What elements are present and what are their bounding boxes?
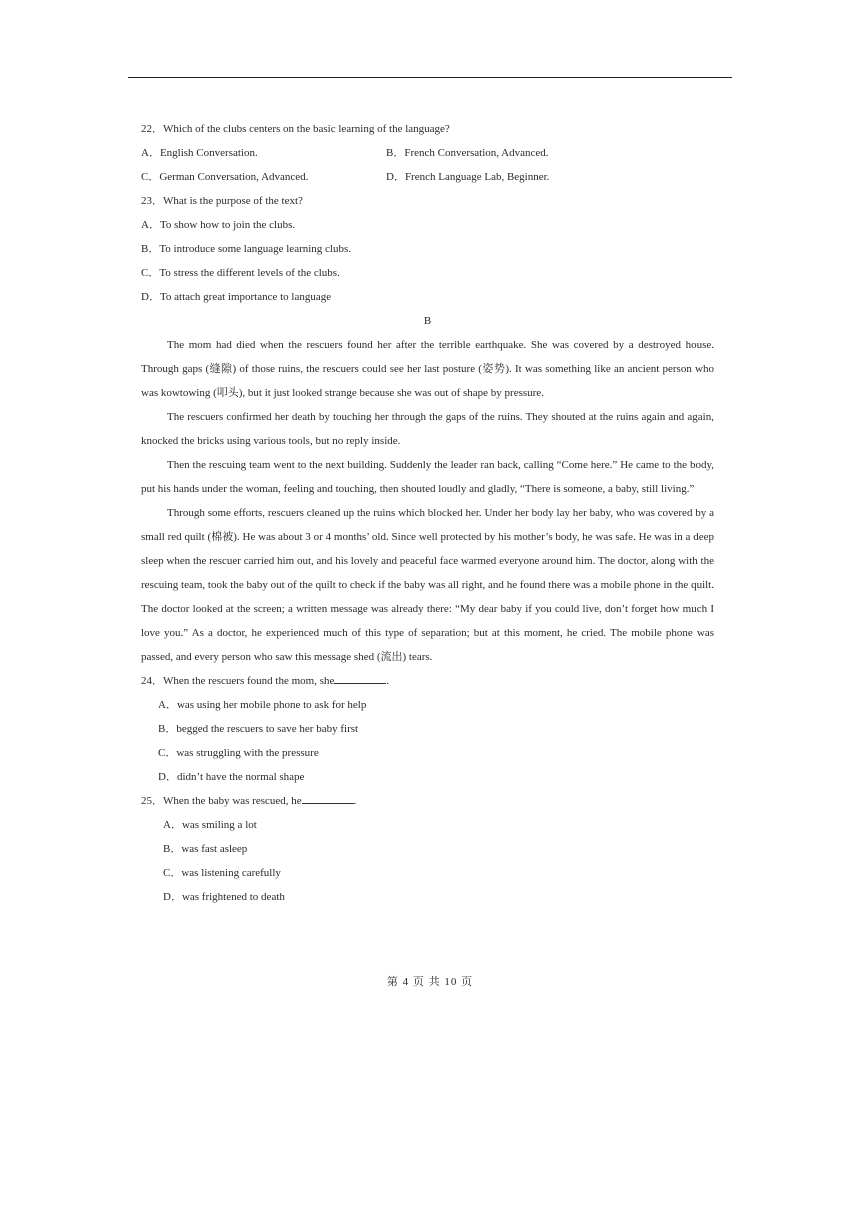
question-22-options-row-1	[141, 141, 714, 165]
question-23-stem: 23．What is the purpose of the text?	[141, 195, 303, 207]
question-25-option-c: C．was listening carefully	[163, 867, 281, 879]
question-23-option-c: C．To stress the different levels of the clubs.	[141, 267, 340, 279]
question-22-option-a: A．English Conversation.	[141, 147, 258, 159]
section-b-heading: B	[423, 315, 432, 327]
question-22-option-d: D．French Language Lab, Beginner.	[386, 171, 550, 183]
question-22-options-row-2	[141, 165, 714, 189]
question-24-stem: 24．When the rescuers found the mom, she	[141, 675, 335, 687]
question-24-option-a: A．was using her mobile phone to ask for help	[158, 699, 367, 711]
question-24-stem-end: .	[386, 675, 390, 687]
passage-paragraph-4: Through some efforts, rescuers cleaned up the ruins which blocked her. Under her body lay her baby, who was covered by a small red quilt (棉被). He was about 3 or 4 months’ old. Since well protected by his mother’s body, he was safe. He was in a deep sleep when the rescuer carried him out, and his lovely and peaceful face warmed everyone around him. The doctor, along with the rescuing team, took the baby out of the quilt to check if the baby was all right, and he found there was a mobile phone in the quilt. The doctor looked at the screen; a written message was already there: “My dear baby if you could live, don’t forget how much I love you.” As a doctor, he experienced much of this type of separation; but at this moment, he cried. The mobile phone was passed, and every person who saw this message shed (流出) tears.	[141, 507, 714, 663]
question-25-stem: 25．When the baby was rescued, he	[141, 795, 302, 807]
question-22-option-b: B．French Conversation, Advanced.	[386, 147, 549, 159]
question-23-option-a: A．To show how to join the clubs.	[141, 219, 296, 231]
question-23-option-b: B．To introduce some language learning clubs.	[141, 243, 352, 255]
question-24-option-b: B．begged the rescuers to save her baby first	[158, 723, 359, 735]
question-25-option-a: A．was smiling a lot	[163, 819, 257, 831]
passage-paragraph-3: Then the rescuing team went to the next building. Suddenly the leader ran back, calling “Come here.” He came to the body, put his hands under the woman, feeling and touching, then shouted loudly and gladly, “There is someone, a baby, still living.”	[141, 459, 714, 495]
question-24-stem-line	[141, 669, 714, 693]
answer-blank	[334, 673, 386, 684]
question-25-stem-end: .	[353, 795, 357, 807]
header-rule	[128, 77, 732, 78]
page-content	[141, 117, 714, 909]
question-22-stem: 22．Which of the clubs centers on the basic learning of the language?	[141, 123, 450, 135]
question-24-option-c: C．was struggling with the pressure	[158, 747, 319, 759]
passage-paragraph-1: The mom had died when the rescuers found her after the terrible earthquake. She was covered by a destroyed house. Through gaps (缝隙) of those ruins, the rescuers could see her last posture (姿势). It was something like an ancient person who was kowtowing (叩头), but it just looked strange because she was out of shape by pressure.	[141, 339, 714, 399]
question-25-option-d: D．was frightened to death	[163, 891, 285, 903]
question-25-stem-line	[141, 789, 714, 813]
answer-blank	[302, 793, 354, 804]
question-25-option-b: B．was fast asleep	[163, 843, 248, 855]
question-23-option-d: D．To attach great importance to language	[141, 291, 332, 303]
question-22-option-c: C．German Conversation, Advanced.	[141, 171, 309, 183]
question-24-option-d: D．didn’t have the normal shape	[158, 771, 305, 783]
passage-paragraph-2: The rescuers confirmed her death by touching her through the gaps of the ruins. They shouted at the ruins again and again, knocked the bricks using various tools, but no reply inside.	[141, 411, 714, 447]
page-number-footer: 第 4 页 共 10 页	[386, 976, 474, 988]
